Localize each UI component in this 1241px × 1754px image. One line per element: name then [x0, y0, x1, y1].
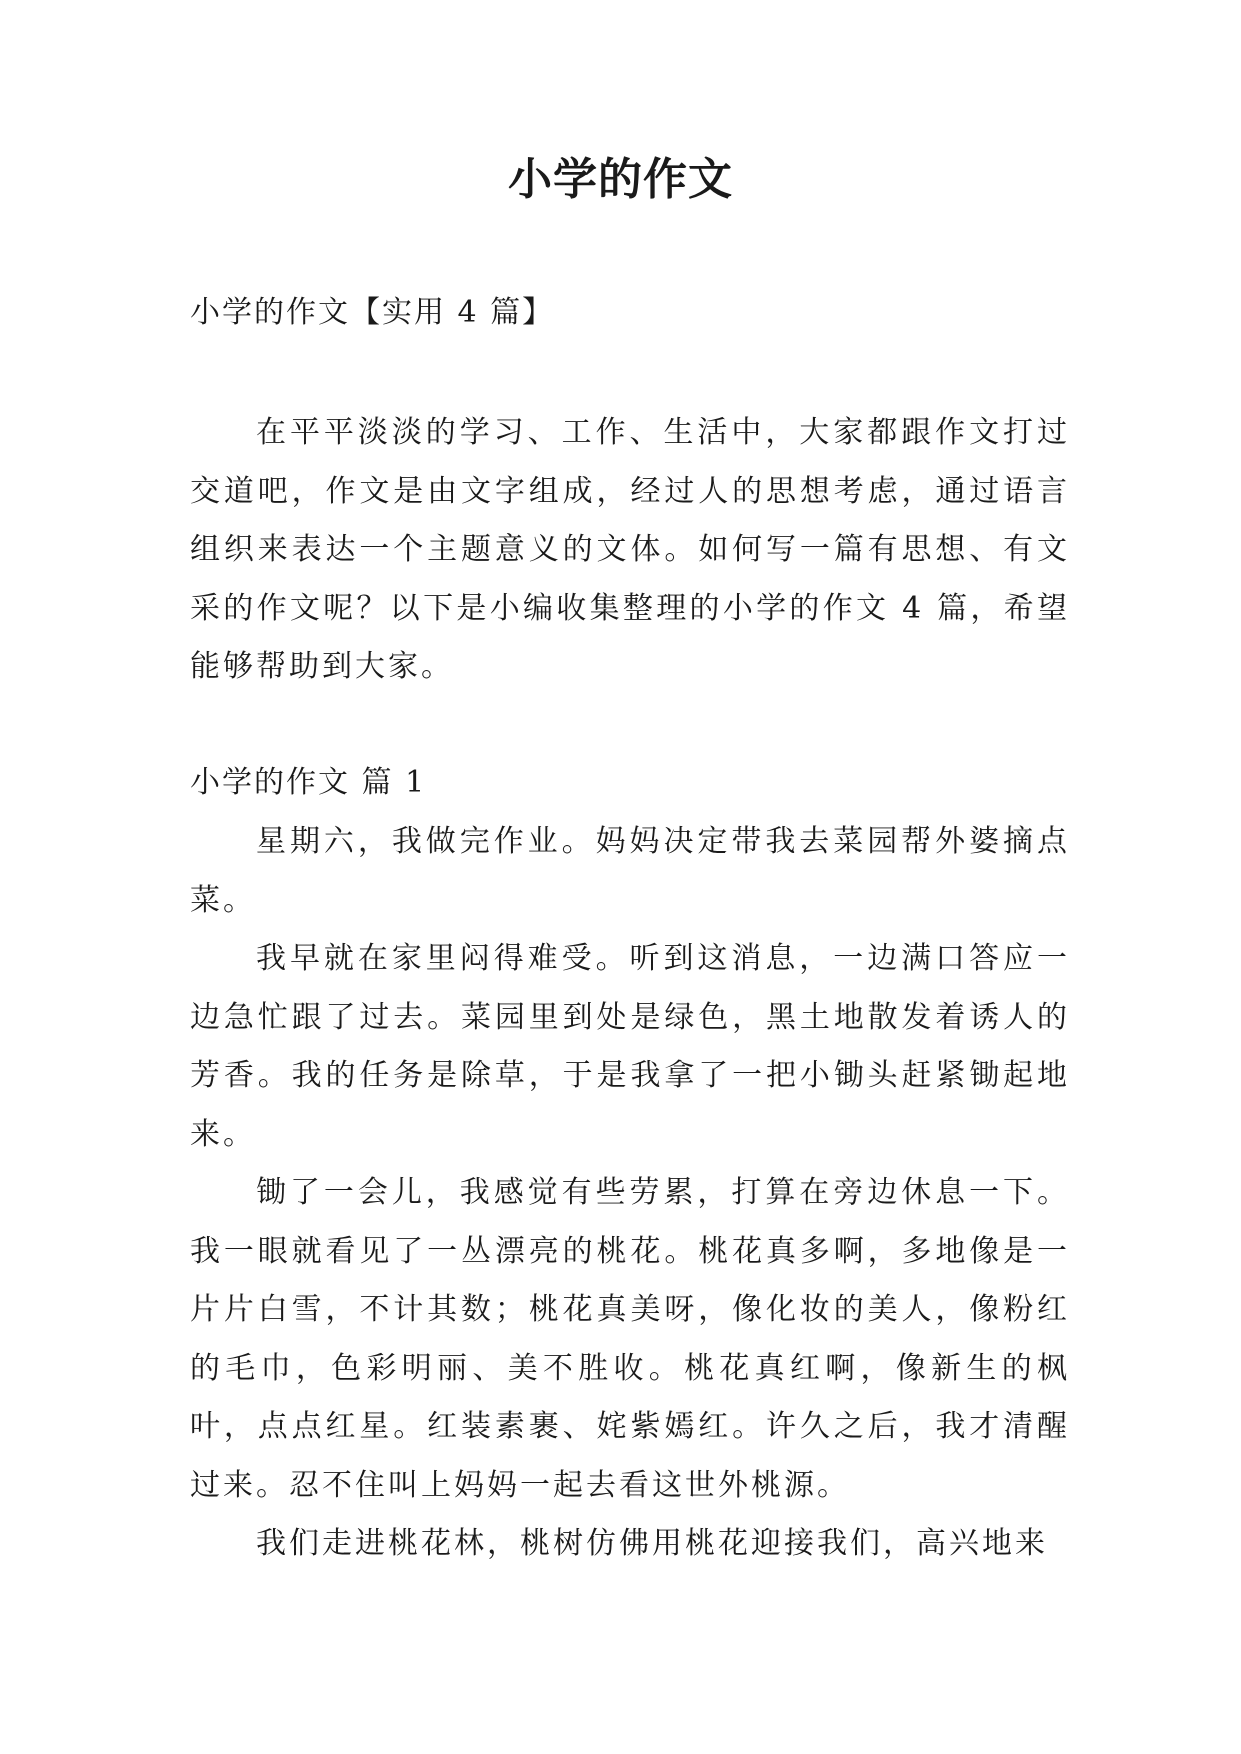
intro-paragraph: 在平平淡淡的学习、工作、生活中，大家都跟作文打过交道吧，作文是由文字组成，经过人的思想考虑，通过语言组织来表达一个主题意义的文体。如何写一篇有思想、有文采的作文呢？以下是小编收集整理的小学的作文 4 篇，希望能够帮助到大家。: [190, 415, 1070, 684]
essay-paragraph: 我们走进桃花林，桃树仿佛用桃花迎接我们，高兴地来: [256, 1526, 1048, 1561]
essay-paragraph: 我早就在家里闷得难受。听到这消息，一边满口答应一边急忙跟了过去。菜园里到处是绿色，黑土地散发着诱人的芳香。我的任务是除草，于是我拿了一把小锄头赶紧锄起地来。: [190, 941, 1070, 1152]
essay-paragraph: 锄了一会儿，我感觉有些劳累，打算在旁边休息一下。我一眼就看见了一丛漂亮的桃花。桃花真多啊，多地像是一片片白雪，不计其数；桃花真美呀，像化妆的美人，像粉红的毛巾，色彩明丽、美不胜收。桃花真红啊，像新生的枫叶，点点红星。红装素裹、姹紫嫣红。许久之后，我才清醒过来。忍不住叫上妈妈一起去看这世外桃源。: [190, 1175, 1070, 1503]
document-title: 小学的作文: [508, 154, 733, 205]
essay-paragraph: 星期六，我做完作业。妈妈决定带我去菜园帮外婆摘点菜。: [190, 824, 1070, 918]
essay-body: [190, 813, 1070, 1574]
intro-section: [190, 404, 1070, 697]
section-heading: 小学的作文 篇 1: [190, 765, 427, 800]
document-subtitle: 小学的作文【实用 4 篇】: [190, 295, 555, 330]
